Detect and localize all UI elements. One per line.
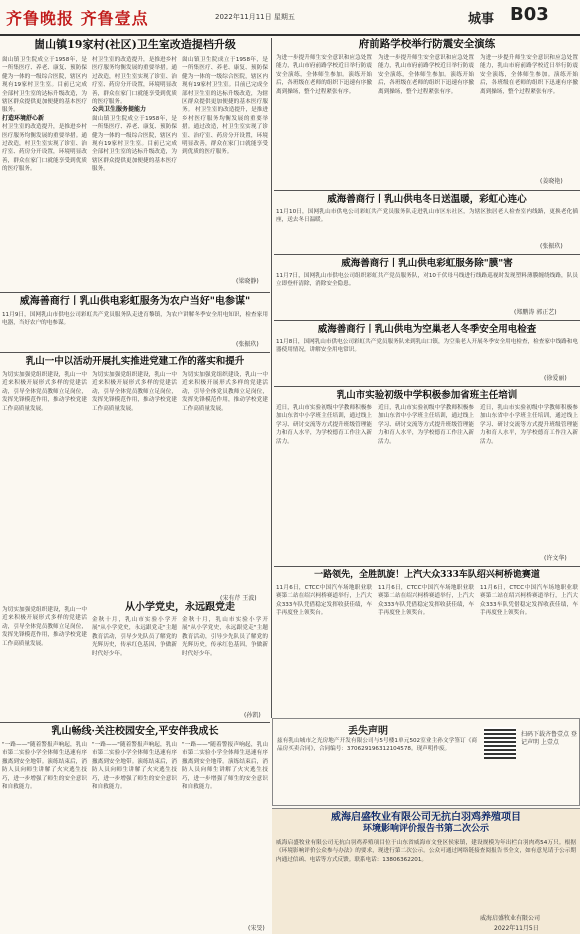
qr-caption: 扫码下载齐鲁壹点 登记声明 上壹点: [521, 731, 577, 746]
article-body: 崮山镇卫生院成立于1958年，是一所集医疗、养老、康复、预防保健为一体的一级综合医院，辖区内现有19家村卫生室。目前已完成全部村卫生室的达标升级改造，为辖区群众提供更加便捷的基本医疗服务。 打造环境舒心新 村卫生室的改造提升，是推进乡村医疗服务均衡发展的重要举措。通过改造，村卫生室实现了诊室、治疗室、药房分开设置，环境明显改善，群众在家门口就能享受到优质的医疗服务。: [2, 57, 87, 173]
article-title: 乳山畅线·关注校园安全,平安伴我成长: [51, 726, 219, 737]
article-body: "一路——"随着警报声响起，乳山市第二实验小学全体师生迅速有序撤离到安全地带。演练结束后，消防人员向师生讲解了火灾逃生技巧，进一步增强了师生的安全意识和自救能力。: [92, 742, 177, 791]
reporter: (许文华): [544, 555, 567, 562]
article-body: 为进一步提升师生安全意识和应急处置能力，乳山市府前路学校近日举行防震安全演练，全体师生参加。演练开始后，各班级在老师的组织下迅速有序撤离到操场，整个过程紧张有序。: [378, 55, 474, 95]
reporter: (宋旻): [248, 925, 265, 932]
ad-subtitle: 环境影响评价报告书第二次公示: [362, 824, 489, 834]
article-title: 威海善商行丨乳山供电彩虹服务除"膜"害: [341, 258, 513, 269]
article-title: 威海善商行丨乳山供电冬日送温暖，彩虹心连心: [327, 194, 527, 205]
subheading: 公共卫生服务提能力: [92, 106, 147, 114]
article-title: 崮山镇19家村(社区)卫生室改造提档升级: [34, 38, 236, 51]
article-body: 为切实加强党组织建设，乳山一中近来积极开展形式多样的党建活动，引导全体党员教师立足岗位，发挥先锋模范作用，推动学校党建工作高质量发展。: [182, 372, 268, 412]
article-title: 一路领先，全胜凯旋！上汽大众333车队绍兴柯桥诡赛道: [314, 570, 540, 580]
public-notice-ad: [272, 808, 580, 934]
ad-title: 威海启盛牧业有限公司无抗白羽鸡养殖项目: [331, 812, 521, 823]
column-divider: [271, 38, 272, 718]
article-body: 11月6日，CTCC中国汽车场地职业联赛第二站在绍兴柯桥赛道举行，上汽大众333车队凭借稳定发挥收获佳绩，车手再度登上领奖台。: [480, 585, 578, 617]
lost-notice: [272, 718, 580, 806]
article-body: 崮山镇卫生院成立于1958年，是一所集医疗、养老、康复、预防保健为一体的一级综合医院，辖区内现有19家村卫生室。目前已完成全部村卫生室的达标升级改造，为辖区群众提供更加便捷的基本医疗服务。 村卫生室的改造提升，是推进乡村医疗服务均衡发展的重要举措。通过改造，村卫生室实现了诊室、治疗室、药房分开设置，环境明显改善，群众在家门口就能享受到优质的医疗服务。: [182, 57, 268, 156]
article-title: 府前路学校举行防震安全演练: [358, 38, 496, 50]
article-body: 11月6日，CTCC中国汽车场地职业联赛第二站在绍兴柯桥赛道举行，上汽大众333车队凭借稳定发挥收获佳绩，车手再度登上领奖台。: [378, 585, 474, 617]
article-title: 乳山一中以活动开展扎实推进党建工作的落实和提升: [25, 356, 245, 367]
ad-signature: 威海启盛牧业有限公司: [480, 915, 541, 922]
article-title: 威海善商行丨乳山供电为空巢老人冬季安全用电检查: [317, 324, 537, 335]
article-winter-warmth: [274, 190, 580, 253]
article-body: 近日，乳山市实验初级中学教师积极参加山东省中小学班主任培训，通过线上学习、研讨交流等方式提升班级管理能力和育人水平，为学校德育工作注入新活力。: [480, 405, 578, 445]
article-body: 为进一步提升师生安全意识和应急处置能力，乳山市府前路学校近日举行防震安全演练，全体师生参加。演练开始后，各班级在老师的组织下迅速有序撤离到操场，整个过程紧张有序。: [276, 55, 372, 95]
notice-title: 丢失声明: [348, 726, 388, 737]
qr-code-icon[interactable]: [484, 727, 516, 759]
article-body: 为进一步提升师生安全意识和应急处置能力，乳山市府前路学校近日举行防震安全演练，全体师生参加。演练开始后，各班级在老师的组织下迅速有序撤离到操场，整个过程紧张有序。: [480, 55, 578, 95]
article-body: 金秋十月，乳山市实验小学开展"从小学党史，永远跟党走"主题教育活动，引导少先队员了解党的光辉历史，传承红色基因，争做新时代好少年。: [92, 617, 177, 657]
article-party-history: [90, 600, 270, 720]
article-school-safety: [0, 722, 270, 934]
issue-date: 2022年11月11日 星期五: [215, 13, 295, 21]
article-body: 11月8日，国网乳山市供电公司彩虹共产党员服务队来到乳山口镇，为空巢老人开展冬季安全用电检查，检查家中线路和电器使用情况，讲解安全用电常识。: [276, 339, 578, 354]
article-body: 近日，乳山市实验初级中学教师积极参加山东省中小学班主任培训，通过线上学习、研讨交流等方式提升班级管理能力和育人水平，为学校德育工作注入新活力。: [378, 405, 474, 445]
ad-date: 2022年11月5日: [494, 925, 539, 932]
reporter: (姜晓艳): [540, 178, 563, 185]
reporter: (郑鹏涛 郭正艺): [514, 309, 557, 316]
article-racing-team: [274, 566, 580, 717]
article-body: 金秋十月，乳山市实验小学开展"从小学党史，永远跟党走"主题教育活动，引导少先队员了解党的光辉历史，传承红色基因，争做新时代好少年。: [182, 617, 268, 657]
article-body: "一路——"随着警报声响起，乳山市第二实验小学全体师生迅速有序撤离到安全地带。演练结束后，消防人员向师生讲解了火灾逃生技巧，进一步增强了师生的安全意识和自救能力。: [2, 742, 87, 791]
article-elderly-safety: [274, 320, 580, 385]
article-body: "一路——"随着警报声响起，乳山市第二实验小学全体师生迅速有序撤离到安全地带。演练结束后，消防人员向师生讲解了火灾逃生技巧，进一步增强了师生的安全意识和自救能力。: [182, 742, 268, 791]
article-party-building: [0, 352, 270, 605]
page-number: B03: [510, 4, 549, 25]
article-film-hazard: [274, 254, 580, 319]
newspaper-logo: 齐鲁晚报 齐鲁壹点: [6, 9, 149, 28]
article-body: 为切实加强党组织建设，乳山一中近来积极开展形式多样的党建活动，引导全体党员教师立足岗位，发挥先锋模范作用，推动学校党建工作高质量发展。: [92, 372, 177, 412]
page-header: [0, 0, 580, 36]
article-title: 威海善商行丨乳山供电彩虹服务为农户当好"电参谋": [19, 296, 251, 307]
article-earthquake-drill: [274, 38, 580, 188]
article-title: 从小学党史，永远跟党走: [125, 602, 235, 613]
article-rural-power: [0, 292, 270, 351]
article-teacher-training: [274, 386, 580, 565]
article-body: 11月6日，CTCC中国汽车场地职业联赛第二站在绍兴柯桥赛道举行，上汽大众333车队凭借稳定发挥收获佳绩，车手再度登上领奖台。: [276, 585, 372, 617]
article-body: 为切实加强党组织建设，乳山一中近来积极开展形式多样的党建活动，引导全体党员教师立足岗位，发挥先锋模范作用，推动学校党建工作高质量发展。: [2, 372, 87, 412]
section-name: 城事: [468, 12, 495, 27]
reporter: (张振玖): [540, 243, 563, 250]
reporter: (张振玖): [236, 341, 259, 348]
reporter: (梁晓静): [236, 278, 259, 285]
reporter: (孙凯): [244, 712, 261, 719]
notice-body: 兹有乳山城市之光房地产开发有限公司与5号楼1单元502室业主孙文学签订《商品房买卖合同》，合同编号：370629196312104578。现声明作废。: [277, 738, 477, 753]
article-village-clinic: [0, 38, 270, 288]
subheading: 打造环境舒心新: [2, 114, 45, 122]
ad-body: 威海启盛牧业有限公司无抗白羽鸡养殖项目位于山东省威海市文登区侯家镇，建设规模为年出栏白羽肉鸡54万只。根据《环境影响评价公众参与办法》的要求，现进行第二次公示。公众可通过网络链接查阅报告书全文，如有意见请于公示期内通过信函、电话等方式反馈。联系电话：13806362201。: [276, 840, 576, 863]
article-body: 村卫生室的改造提升，是推进乡村医疗服务均衡发展的重要举措。通过改造，村卫生室实现了诊室、治疗室、药房分开设置，环境明显改善，群众在家门口就能享受到优质的医疗服务。 公共卫生服务提能力 崮山镇卫生院成立于1958年，是一所集医疗、养老、康复、预防保健为一体的一级综合医院，辖区内现有19家村卫生室。目前已完成全部村卫生室的达标升级改造，为辖区群众提供更加便捷的基本医疗服务。: [92, 57, 177, 173]
article-body: 11月9日，国网乳山市供电公司彩虹共产党员服务队走进育黎镇，为农户讲解冬季安全用电知识，检查家用电器，当好农户的电参谋。: [2, 312, 268, 327]
article-body: 为切实加强党组织建设，乳山一中近来积极开展形式多样的党建活动，引导全体党员教师立足岗位，发挥先锋模范作用，推动学校党建工作高质量发展。: [2, 607, 87, 647]
article-body: 11月7日，国网乳山市供电公司组织彩虹共产党员服务队，对10千伏母马线进行线路巡视时发现塑料薄膜缠绕线路，队员立即登杆清除，消除安全隐患。: [276, 273, 578, 288]
article-title: 乳山市实验初级中学积极参加省班主任培训: [336, 390, 518, 401]
reporter: (宋有芹 王波): [220, 595, 257, 602]
article-body: 近日，乳山市实验初级中学教师积极参加山东省中小学班主任培训，通过线上学习、研讨交流等方式提升班级管理能力和育人水平，为学校德育工作注入新活力。: [276, 405, 372, 445]
reporter: (徐爱丽): [544, 375, 567, 382]
article-body: 11月10日，国网乳山市供电公司彩虹共产党员服务队走进乳山市区东社区，为辖区独居老人检查室内线路，更换老化插座，送去冬日温暖。: [276, 209, 578, 224]
